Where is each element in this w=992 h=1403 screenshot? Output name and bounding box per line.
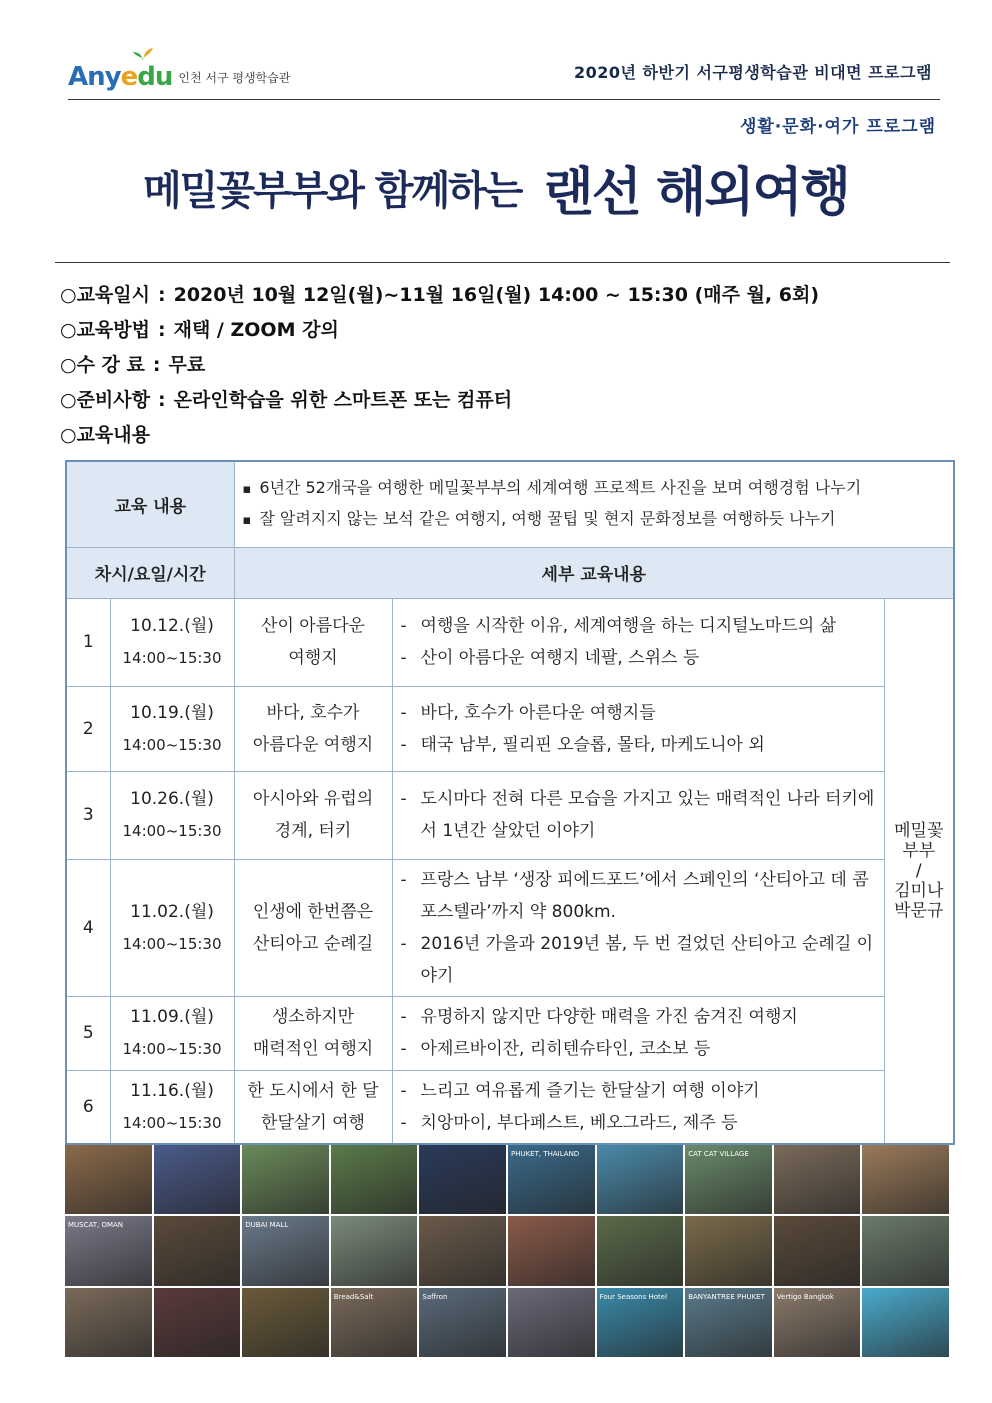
table-row: 1 10.12.(월) 14:00~15:30 산이 아름다운 여행지 - 여행을 시작한 이유, 세계여행을 하는 디지털노마드의 삶 - 산이 아름다운 여행지 네팔, 스위스 등 메밀꽃 부부 / 김미나 박문규 — [66, 598, 954, 686]
travel-photo — [419, 1145, 506, 1214]
travel-photo — [597, 1145, 684, 1214]
travel-photo — [774, 1288, 861, 1357]
program-title: 2020년 하반기 서구평생학습관 비대면 프로그램 — [573, 63, 932, 82]
travel-photo — [242, 1145, 329, 1214]
schedule-table — [65, 460, 955, 1145]
logo-wordmark: Anyedu — [68, 62, 173, 92]
table-row: 5 11.09.(월) 14:00~15:30 생소하지만 매력적인 여행지 - 유명하지 않지만 다양한 매력을 가진 숨겨진 여행지 - 아제르바이잔, 리히텐슈타인, 코소보 등 — [66, 996, 954, 1070]
photo-caption: MUSCAT, OMAN — [68, 1221, 124, 1230]
title-part2: 랜선 해외여행 — [543, 163, 849, 223]
travel-photo — [508, 1288, 595, 1357]
photo-collage — [65, 1145, 949, 1357]
travel-photo — [242, 1216, 329, 1285]
logo[interactable] — [68, 52, 290, 92]
info-list — [60, 281, 940, 456]
travel-photo — [154, 1216, 241, 1285]
column-header-row — [66, 547, 954, 598]
bullet-item: ▪ 6년간 52개국을 여행한 메밀꽃부부의 세계여행 프로젝트 사진을 보며 여행경험 나누기 — [243, 473, 946, 504]
travel-photo — [65, 1288, 152, 1357]
travel-photo — [508, 1216, 595, 1285]
travel-photo — [685, 1216, 772, 1285]
travel-photo — [419, 1288, 506, 1357]
table-row: 6 11.16.(월) 14:00~15:30 한 도시에서 한 달 한달살기 여행 - 느리고 여유롭게 즐기는 한달살기 여행 이야기 - 치앙마이, 부다페스트, 베오그라드, 제주 등 — [66, 1070, 954, 1144]
travel-photo — [331, 1216, 418, 1285]
col-session: 차시/요일/시간 — [66, 547, 234, 598]
category-label: 생활·문화·여가 프로그램 — [739, 117, 936, 137]
travel-photo — [65, 1145, 152, 1214]
travel-photo — [862, 1288, 949, 1357]
travel-photo — [862, 1145, 949, 1214]
travel-photo — [774, 1216, 861, 1285]
table-row: 4 11.02.(월) 14:00~15:30 인생에 한번쯤은 산티아고 순례길 - 프랑스 남부 ‘생장 피에드포드’에서 스페인의 ‘산티아고 데 콤포스텔라’까지 약 800km. - 2016년 가을과 2019년 봄, 두 번 걸었던 산티아고 순례길 이야기 — [66, 859, 954, 996]
travel-photo — [154, 1288, 241, 1357]
travel-photo — [597, 1288, 684, 1357]
content-row — [66, 461, 954, 547]
photo-caption: BANYANTREE PHUKET — [688, 1292, 765, 1301]
bullet-item: ▪ 잘 알려지지 않는 보석 같은 여행지, 여행 꿀팁 및 현지 문화정보를 여행하듯 나누기 — [243, 504, 946, 535]
photo-caption: Bread&Salt — [333, 1292, 374, 1301]
content-header: 교육 내용 — [66, 461, 234, 547]
travel-photo — [65, 1216, 152, 1285]
travel-photo — [685, 1288, 772, 1357]
travel-photo — [331, 1288, 418, 1357]
travel-photo — [331, 1145, 418, 1214]
photo-caption: Four Seasons Hotel — [599, 1292, 668, 1301]
logo-subtitle: 인천 서구 평생학습관 — [178, 71, 291, 85]
travel-photo — [597, 1216, 684, 1285]
photo-caption: Saffron — [422, 1292, 448, 1301]
info-method: ○교육방법 : 재택 / ZOOM 강의 — [60, 319, 339, 341]
info-schedule: ○교육일시 : 2020년 10월 12일(월)~11월 16일(월) 14:00 ~ 15:30 (매주 월, 6회) — [60, 284, 820, 306]
table-row: 2 10.19.(월) 14:00~15:30 바다, 호수가 아름다운 여행지 - 바다, 호수가 아른다운 여행지들 - 태국 남부, 필리핀 오슬롭, 몰타, 마케도니아 외 — [66, 686, 954, 771]
instructor: 메밀꽃 부부 / 김미나 박문규 — [884, 598, 954, 1144]
table-row: 3 10.26.(월) 14:00~15:30 아시아와 유럽의 경계, 터키 - 도시마다 전혀 다른 모습을 가지고 있는 매력적인 나라 터키에서 1년간 살았던 이야기 — [66, 771, 954, 859]
info-fee: ○수 강 료 : 무료 — [60, 354, 206, 376]
page-title — [0, 150, 992, 225]
content-summary — [234, 461, 954, 547]
info-prep: ○준비사항 : 온라인학습을 위한 스마트폰 또는 컴퓨터 — [60, 389, 513, 411]
travel-photo — [154, 1145, 241, 1214]
divider — [55, 262, 950, 263]
photo-caption: PHUKET, THAILAND — [510, 1150, 580, 1158]
photo-caption: DUBAI MALL — [245, 1221, 289, 1230]
photo-caption: Vertigo Bangkok — [776, 1292, 834, 1301]
title-part1: 메밀꽃부부와 함께하는 — [143, 168, 522, 214]
travel-photo — [774, 1145, 861, 1214]
col-detail: 세부 교육내용 — [234, 547, 954, 598]
travel-photo — [508, 1145, 595, 1214]
sprout-icon — [132, 46, 154, 62]
travel-photo — [242, 1288, 329, 1357]
travel-photo — [685, 1145, 772, 1214]
header — [68, 48, 940, 100]
travel-photo — [419, 1216, 506, 1285]
travel-photo — [862, 1216, 949, 1285]
info-content: ○교육내용 — [60, 424, 150, 446]
photo-caption: CAT CAT VILLAGE — [688, 1150, 749, 1158]
